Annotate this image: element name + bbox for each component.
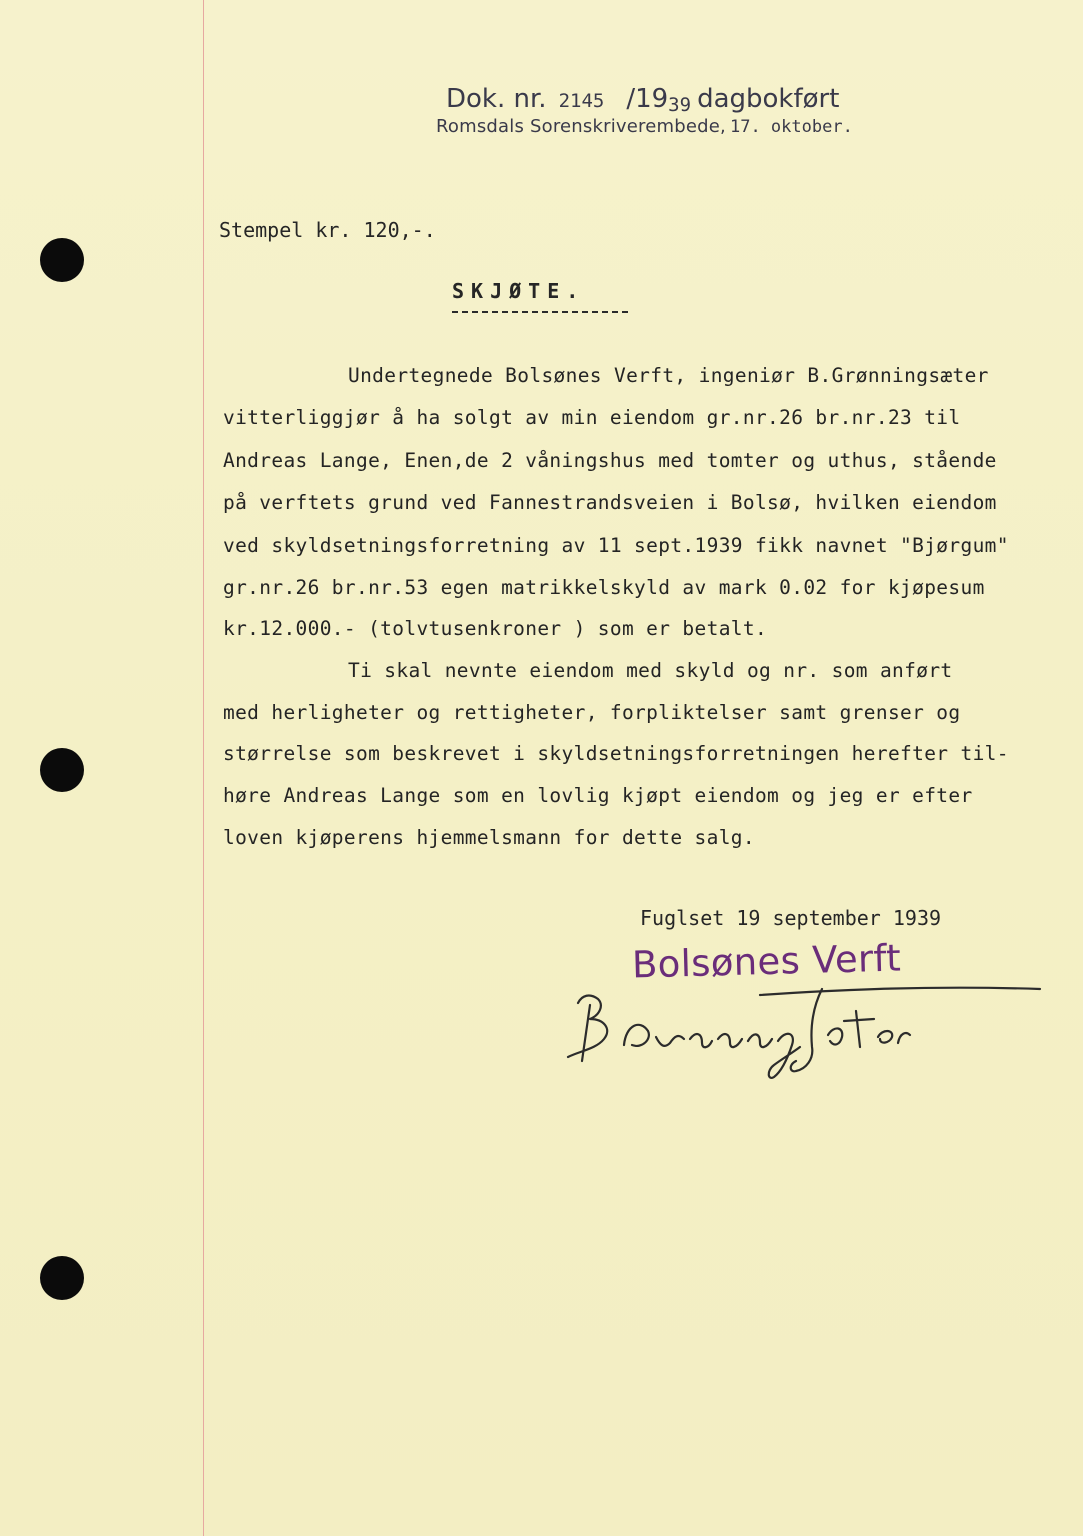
registry-stamp-line2 [436, 116, 906, 137]
body-line: størrelse som beskrevet i skyldsetningsforretningen herefter til- [223, 742, 1009, 765]
body-line: på verftets grund ved Fannestrandsveien i Bolsø, hvilken eiendom [223, 491, 997, 514]
stamp-office: Romsdals Sorenskriverembede, [436, 116, 726, 137]
stamp-date: 17. oktober. [729, 117, 853, 137]
document-title: SKJØTE. [452, 279, 586, 303]
punch-hole-top [40, 238, 84, 282]
punch-hole-middle [40, 748, 84, 792]
dok-number: 2145 [558, 90, 605, 112]
dok-year-prefix: /19 [626, 84, 669, 114]
body-line: Andreas Lange, Enen,de 2 våningshus med tomter og uthus, stående [223, 449, 997, 472]
title-underline [452, 311, 628, 313]
body-line: Ti skal nevnte eiendom med skyld og nr. som anført [348, 659, 953, 682]
dok-label: Dok. nr. [446, 84, 547, 114]
registry-stamp-line1 [446, 84, 886, 114]
margin-rule [203, 0, 204, 1536]
place-date: Fuglset 19 september 1939 [640, 906, 942, 930]
body-line: Undertegnede Bolsønes Verft, ingeniør B.Grønningsæter [348, 364, 989, 387]
handwritten-signature [560, 975, 1050, 1085]
body-line: kr.12.000.- (tolvtusenkroner ) som er betalt. [223, 617, 768, 640]
company-stamp: Bolsønes Verft [631, 936, 902, 987]
dok-year-suffix: 39 [668, 94, 692, 116]
body-line: loven kjøperens hjemmelsmann for dette salg. [223, 826, 755, 849]
body-line: gr.nr.26 br.nr.53 egen matrikkelskyld av mark 0.02 for kjøpesum [223, 576, 985, 599]
body-line: ved skyldsetningsforretning av 11 sept.1939 fikk navnet "Bjørgum" [223, 534, 1009, 557]
punch-hole-bottom [40, 1256, 84, 1300]
dagbokfort-label: dagbokført [697, 84, 840, 114]
stamp-duty: Stempel kr. 120,-. [219, 218, 436, 242]
body-line: vitterliggjør å ha solgt av min eiendom gr.nr.26 br.nr.23 til [223, 406, 961, 429]
body-line: med herligheter og rettigheter, forpliktelser samt grenser og [223, 701, 961, 724]
body-line: høre Andreas Lange som en lovlig kjøpt eiendom og jeg er efter [223, 784, 973, 807]
